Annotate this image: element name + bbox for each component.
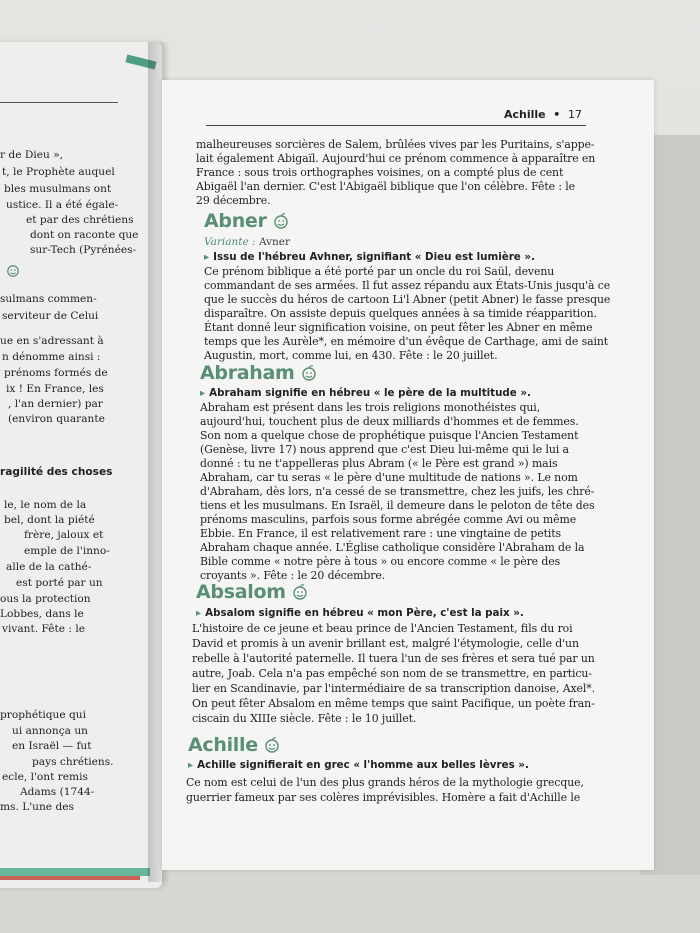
left-line: est porté par un — [16, 577, 103, 589]
smile-icon — [264, 736, 280, 754]
body-line: lait également Abigaïl. Aujourd'hui ce prénom commence à apparaître en — [196, 152, 596, 165]
body-line: tiens et les musulmans. En Israël, il demeure dans le peloton de tête des — [200, 499, 595, 512]
triangle-bullet-icon: ▸ — [196, 607, 202, 619]
left-line: sulmans commen- — [0, 293, 97, 305]
left-line: ous la protection — [0, 593, 91, 605]
etymology-line — [188, 760, 529, 770]
left-line: (environ quarante — [8, 413, 105, 425]
left-line: pays chrétiens. — [32, 756, 114, 768]
triangle-bullet-icon: ▸ — [204, 251, 210, 263]
body-line: Augustin, mort, comme lui, en 430. Fête : le 20 juillet. — [204, 349, 498, 362]
variant-label: Variante : — [204, 236, 256, 248]
body-line: Ebbie. En France, il est relativement rare : une vingtaine de petits — [200, 527, 562, 540]
body-line: ciscain du XIIIe siècle. Fête : le 10 juillet. — [192, 712, 417, 725]
left-line: sur-Tech (Pyrénées- — [30, 244, 137, 256]
etymology-text: Achille signifierait en grec « l'homme aux belles lèvres ». — [197, 759, 529, 771]
body-line: autre, Joab. Cela n'a pas empêché son nom de se transmettre, en particu- — [192, 667, 592, 680]
left-line: r de Dieu », — [0, 149, 64, 161]
body-line: Ce nom est celui de l'un des plus grands héros de la mythologie grecque, — [186, 776, 584, 789]
left-line: bles musulmans ont — [4, 183, 112, 195]
left-line: n dénomme ainsi : — [2, 351, 101, 363]
etymology-text: Issu de l'hébreu Avhner, signifiant « Dieu est lumière ». — [213, 251, 535, 263]
entry-heading-absalom — [196, 583, 308, 602]
entry-name: Absalom — [196, 581, 286, 603]
etymology-line — [200, 388, 531, 398]
left-page-text — [0, 0, 140, 933]
body-line: guerrier fameux par ses colères imprévisibles. Homère a fait d'Achille le — [186, 791, 581, 804]
body-line: croyants ». Fête : le 20 décembre. — [200, 569, 386, 582]
left-line: le, le nom de la — [4, 499, 87, 511]
left-line: ms. L'une des — [0, 801, 74, 813]
body-line: (Genèse, livre 17) nous apprend que c'est Dieu lui-même qui le lui a — [200, 443, 569, 456]
body-line: Abraham est présent dans les trois religions monothéistes qui, — [200, 401, 541, 414]
left-line: et par des chrétiens — [26, 214, 134, 226]
left-line: prénoms formés de — [4, 367, 108, 379]
body-line: lier en Scandinavie, par l'intermédiaire de sa transcription danoise, Axel*. — [192, 682, 595, 695]
etymology-text: Abraham signifie en hébreu « le père de la multitude ». — [209, 387, 531, 399]
left-line: ecle, l'ont remis — [2, 771, 88, 783]
entry-name: Abraham — [200, 362, 295, 384]
body-line: temps que les Aurèle*, en mémoire d'un évêque de Carthage, ami de saint — [204, 335, 609, 348]
body-line: disparaître. On assiste depuis quelques années à sa timide réapparition. — [204, 307, 597, 320]
left-line: dont on raconte que — [30, 229, 139, 241]
left-line: , l'an dernier) par — [8, 398, 103, 410]
triangle-bullet-icon: ▸ — [200, 387, 206, 399]
entry-heading-abner — [204, 212, 289, 231]
variant-value: Avner — [258, 236, 291, 248]
body-line: Ce prénom biblique a été porté par un oncle du roi Saül, devenu — [204, 265, 555, 278]
body-line: donné : tu ne t'appelleras plus Abram (« le Père est grand ») mais — [200, 457, 558, 470]
entry-heading-abraham — [200, 364, 317, 383]
left-line: ix ! En France, les — [6, 383, 104, 395]
left-line: Adams (1744- — [20, 786, 95, 798]
body-line: L'histoire de ce jeune et beau prince de l'Ancien Testament, fils du roi — [192, 622, 573, 635]
body-line: rebelle à l'autorité paternelle. Il tuera l'un de ses frères et sera tué par un — [192, 652, 595, 665]
header-rule — [206, 125, 586, 126]
body-line: d'Abraham, dès lors, n'a cessé de se transmettre, chez les juifs, les chré- — [200, 485, 595, 498]
left-line: serviteur de Celui — [2, 310, 99, 322]
etymology-text: Absalom signifie en hébreu « mon Père, c'est la paix ». — [205, 607, 524, 619]
body-line: France : sous trois orthographes voisines, on a compté plus de cent — [196, 166, 564, 179]
left-line: ragilité des choses — [0, 466, 113, 478]
running-head-title: Achille — [503, 108, 546, 121]
body-line: Abraham, car tu seras « le père d'une multitude de nations ». Le nom — [200, 471, 578, 484]
body-line: malheureuses sorcières de Salem, brûlées vives par les Puritains, s'appe- — [196, 138, 595, 151]
entry-name: Achille — [188, 734, 258, 756]
body-line: Abraham chaque année. L'Église catholique considère l'Abraham de la — [200, 541, 585, 554]
body-line: David et promis à un avenir brillant est, malgré l'étymologie, celle d'un — [192, 637, 579, 650]
left-line: en Israël — fut — [12, 740, 92, 752]
body-line: Abigaël l'an dernier. C'est l'Abigaël biblique que l'on célèbre. Fête : le — [196, 180, 576, 193]
body-line: que le succès du héros de cartoon Li'l Abner (petit Abner) le fasse presque — [204, 293, 611, 306]
body-line: Étant donné leur signification voisine, on peut fêter les Abner en même — [204, 321, 593, 334]
body-line: 29 décembre. — [196, 194, 271, 207]
left-line: bel, dont la piété — [4, 514, 95, 526]
left-line: Lobbes, dans le — [0, 608, 84, 620]
triangle-bullet-icon: ▸ — [188, 759, 194, 771]
smile-icon — [301, 364, 317, 382]
running-head-bullet: • — [553, 108, 561, 121]
left-line: vivant. Fête : le — [2, 623, 86, 635]
running-head — [504, 108, 582, 121]
left-line: emple de l'inno- — [24, 545, 110, 557]
left-line: ustice. Il a été égale- — [6, 199, 119, 211]
left-line: ue en s'adressant à — [0, 335, 104, 347]
entry-heading-achille — [188, 736, 280, 755]
left-line: frère, jaloux et — [24, 529, 104, 541]
body-line: prénoms masculins, parfois sous forme abrégée comme Avi ou même — [200, 513, 577, 526]
body-line: commandant de ses armées. Il fut assez répandu aux États-Unis jusqu'à ce — [204, 279, 611, 292]
smile-icon — [292, 583, 308, 601]
smile-icon — [273, 212, 289, 230]
body-line: aujourd'hui, touchent plus de deux milliards d'hommes et de femmes. — [200, 415, 579, 428]
body-line: Son nom a quelque chose de prophétique puisque l'Ancien Testament — [200, 429, 579, 442]
left-line: t, le Prophète auquel — [2, 166, 115, 178]
variant-line — [204, 236, 290, 248]
left-line: prophétique qui — [0, 709, 86, 721]
dictionary-content — [186, 138, 611, 840]
left-line: alle de la cathé- — [6, 561, 92, 573]
page-header — [206, 108, 586, 128]
entry-name: Abner — [204, 210, 267, 232]
etymology-line — [196, 608, 524, 618]
page-number: 17 — [568, 108, 582, 121]
body-line: On peut fêter Absalom en même temps que saint Pacifique, un poète fran- — [192, 697, 595, 710]
etymology-line — [204, 252, 535, 262]
body-line: Bible comme « notre père à tous » ou encore comme « le père des — [200, 555, 561, 568]
smile-icon — [6, 264, 20, 278]
left-line: ui annonça un — [12, 725, 89, 737]
